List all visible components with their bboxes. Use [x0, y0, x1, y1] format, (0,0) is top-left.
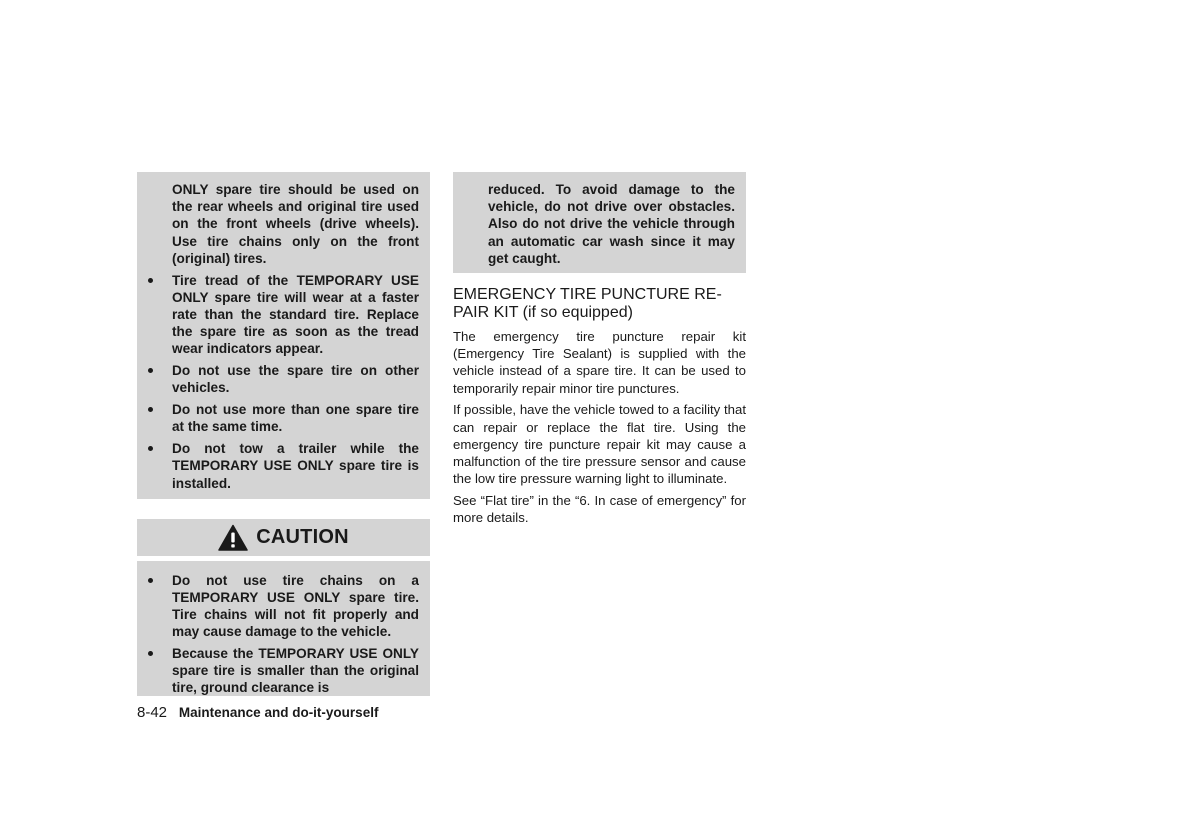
caution-label: CAUTION — [256, 526, 349, 548]
page-number: 8-42 — [137, 704, 168, 721]
list-item: Do not use tire chains on a TEMPORARY USE ONLY spare tire. Tire chains will not fit properly and may cause damage to the vehicle. — [137, 572, 419, 641]
body-paragraph: If possible, have the vehicle towed to a facility that can repair or replace the flat tire. Using the emergency tire puncture repair kit may cause a malfunction of the tire pressure sensor and cause the low tire pressure warning light to illuminate. — [453, 402, 746, 487]
page-footer — [137, 704, 378, 721]
list-item: Do not use the spare tire on other vehicles. — [137, 362, 419, 396]
continued-text: ONLY spare tire should be used on the rear wheels and original tire used on the front wheels (drive wheels). Use tire chains only on the front (original) tires. — [172, 182, 419, 266]
caution-box-continued — [453, 172, 746, 273]
list-item: Because the TEMPORARY USE ONLY spare tire is smaller than the original tire, ground clearance is — [137, 645, 419, 696]
body-paragraph: The emergency tire puncture repair kit (Emergency Tire Sealant) is supplied with the vehicle instead of a spare tire. It can be used to temporarily repair minor tire punctures. — [453, 329, 746, 396]
heading-line: EMERGENCY TIRE PUNCTURE RE- — [453, 286, 722, 303]
caution-box — [137, 561, 430, 696]
caution-header — [137, 519, 430, 556]
body-paragraph: See “Flat tire” in the “6. In case of emergency” for more details. — [453, 492, 746, 526]
heading-line: PAIR KIT (if so equipped) — [453, 304, 633, 321]
warning-box-continued — [137, 172, 430, 499]
list-item: Do not tow a trailer while the TEMPORARY USE ONLY spare tire is installed. — [137, 440, 419, 492]
caution-list — [137, 572, 419, 696]
chapter-title: Maintenance and do-it-yourself — [178, 705, 379, 720]
warning-list — [137, 272, 419, 492]
section-heading — [453, 286, 753, 322]
warning-triangle-icon — [218, 524, 248, 551]
continued-text: reduced. To avoid damage to the vehicle, do not drive over obstacles. Also do not drive the vehicle through an automatic car wash since it may get caught. — [488, 182, 735, 266]
section-body — [453, 328, 746, 531]
list-item: Do not use more than one spare tire at the same time. — [137, 401, 419, 435]
list-item: Tire tread of the TEMPORARY USE ONLY spare tire will wear at a faster rate than the standard tire. Replace the spare tire as soon as the tread wear indicators appear. — [137, 272, 419, 358]
